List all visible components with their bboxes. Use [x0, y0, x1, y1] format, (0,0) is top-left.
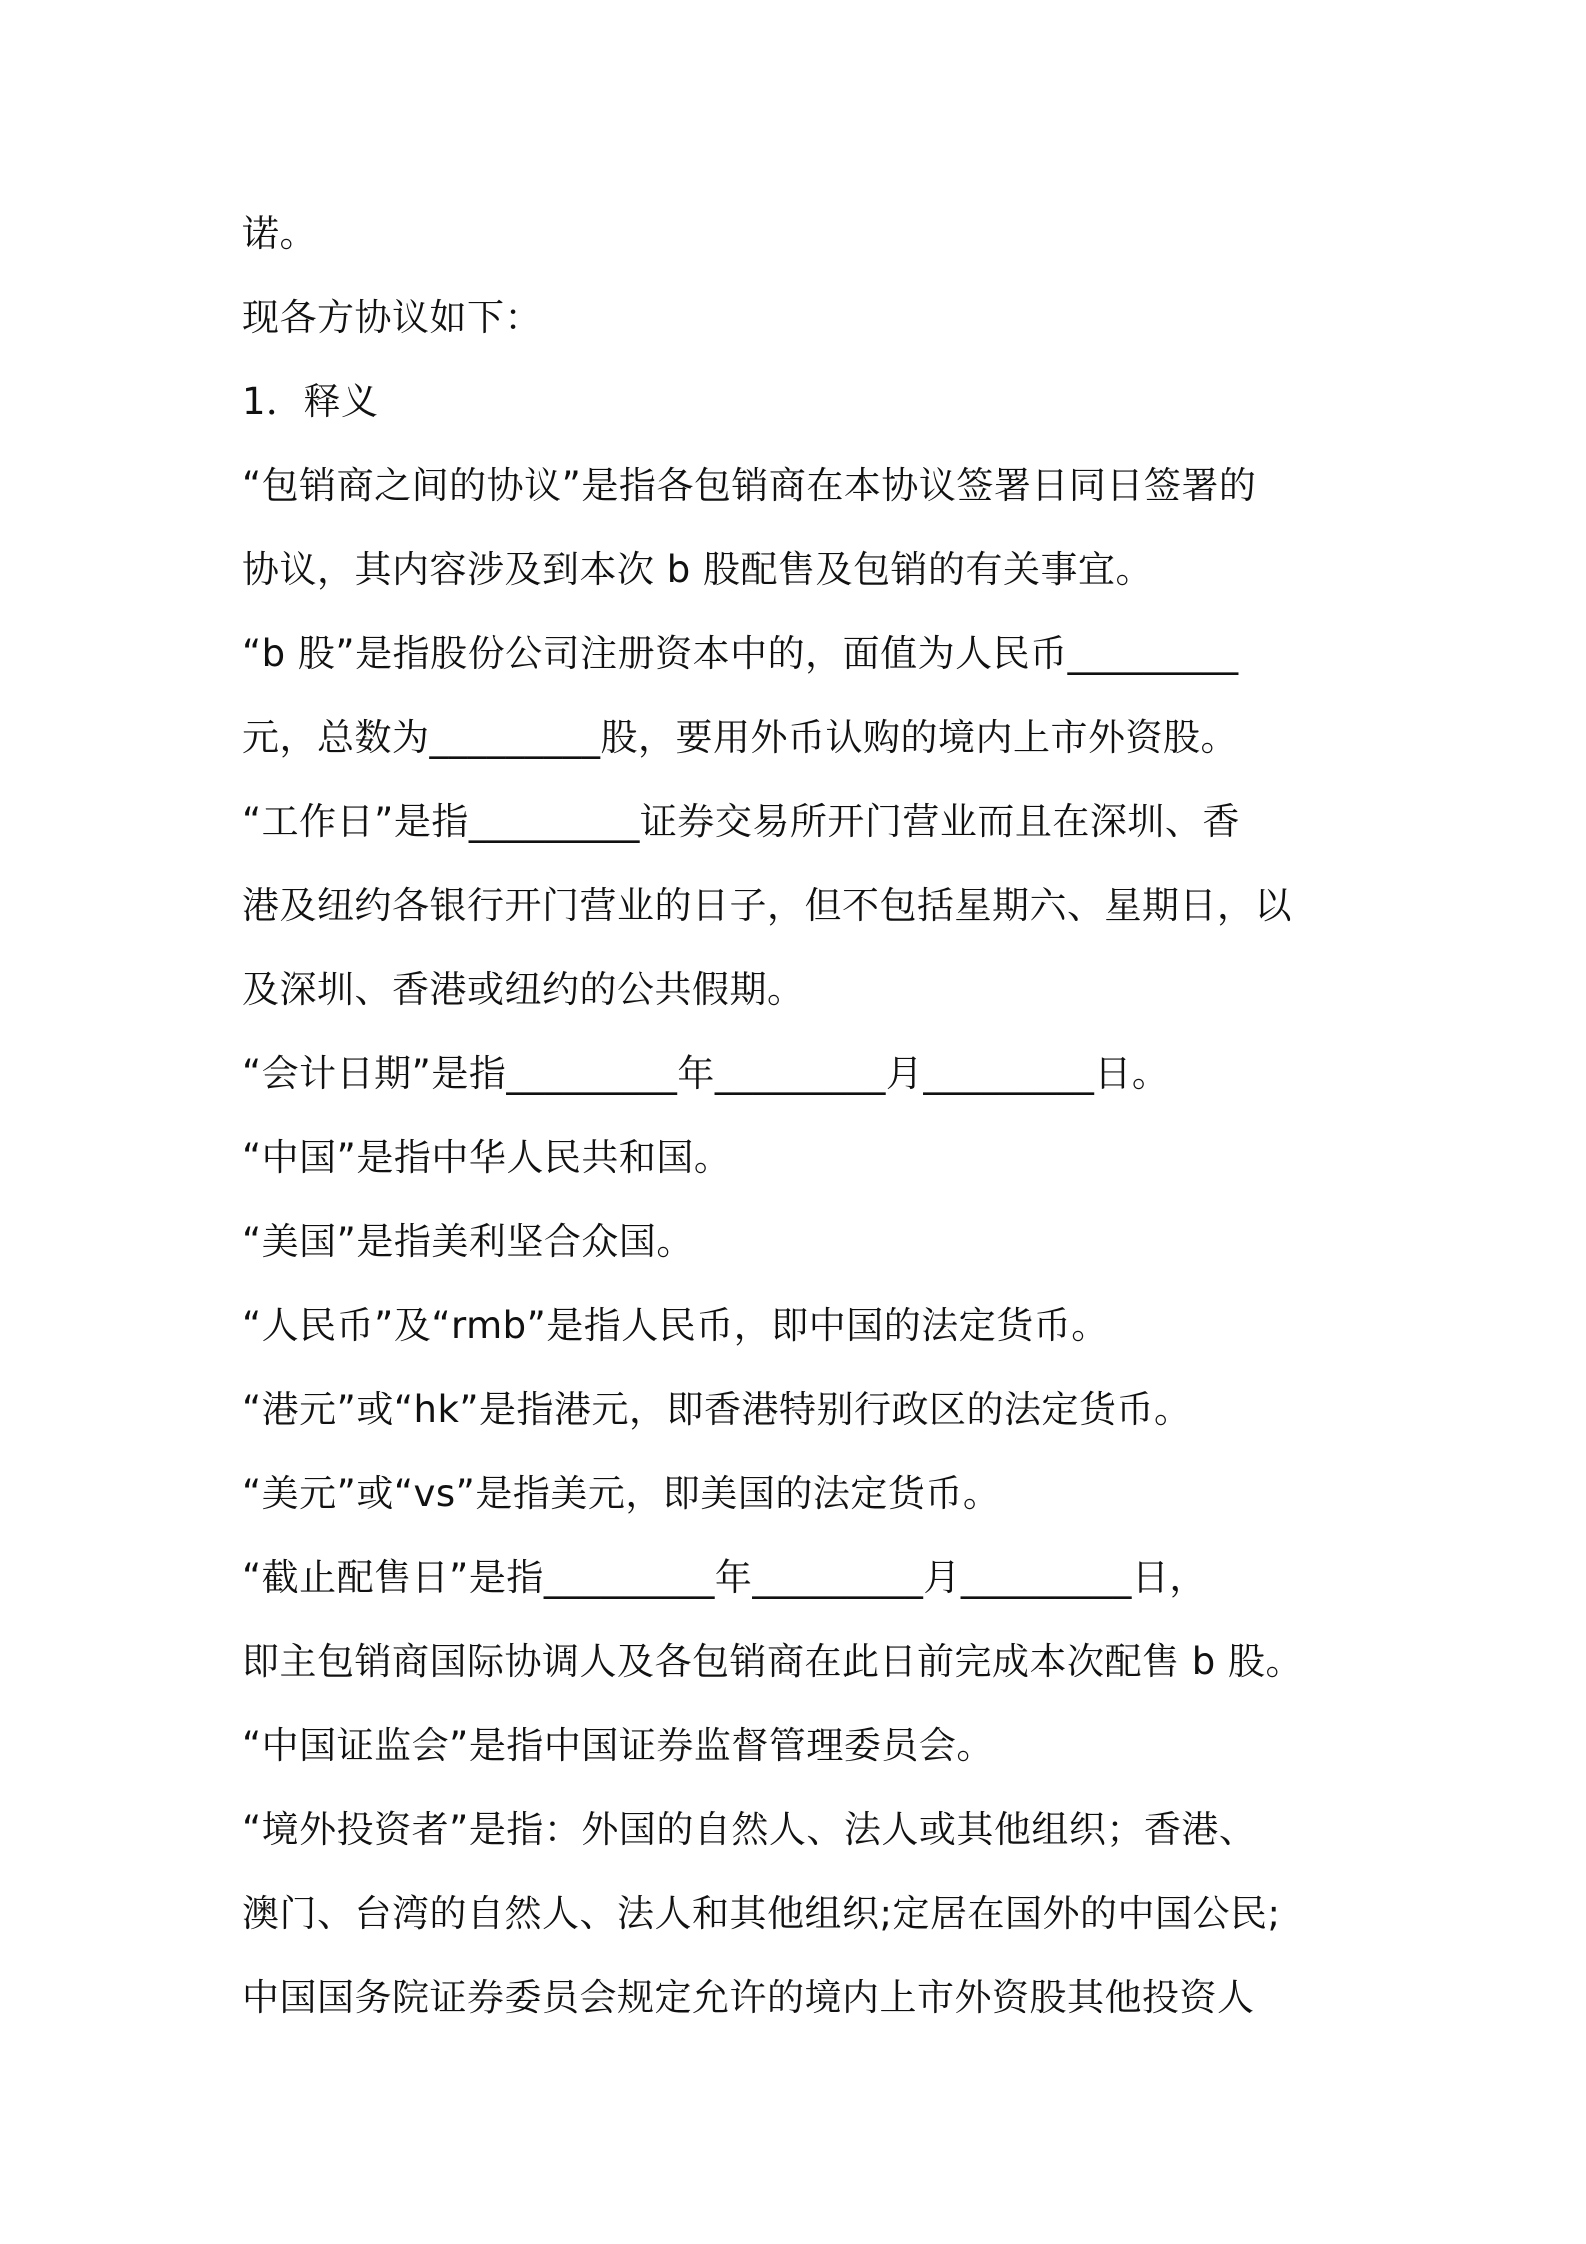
text-line: “截止配售日”是指_________年_________月_________日，	[242, 1556, 1207, 1599]
text-line: 中国国务院证券委员会规定允许的境内上市外资股其他投资人	[242, 1976, 1255, 2019]
text-line: “美国”是指美利坚合众国。	[242, 1220, 694, 1263]
text-line: “港元”或“hk”是指港元，即香港特别行政区的法定货币。	[242, 1388, 1192, 1431]
text-line: “会计日期”是指_________年_________月_________日。	[242, 1052, 1170, 1095]
text-line: “工作日”是指_________证券交易所开门营业而且在深圳、香	[242, 800, 1240, 843]
text-line: 现各方协议如下：	[242, 296, 542, 339]
text-line: “美元”或“vs”是指美元，即美国的法定货币。	[242, 1472, 1001, 1515]
document-body	[242, 192, 1362, 2040]
text-line: “包销商之间的协议”是指各包销商在本协议签署日同日签署的	[242, 464, 1257, 507]
text-line: 港及纽约各银行开门营业的日子，但不包括星期六、星期日，以	[242, 884, 1292, 927]
text-line: 澳门、台湾的自然人、法人和其他组织;定居在国外的中国公民;	[242, 1892, 1281, 1935]
text-line: “中国”是指中华人民共和国。	[242, 1136, 732, 1179]
text-line: 元，总数为_________股，要用外币认购的境内上市外资股。	[242, 716, 1238, 759]
text-line: “中国证监会”是指中国证券监督管理委员会。	[242, 1724, 994, 1767]
section-heading: 1．释义	[242, 380, 379, 423]
text-line: 即主包销商国际协调人及各包销商在此日前完成本次配售 b 股。	[242, 1640, 1304, 1683]
text-line: 诺。	[242, 212, 317, 255]
text-line: “境外投资者”是指：外国的自然人、法人或其他组织；香港、	[242, 1808, 1257, 1851]
text-line: “b 股”是指股份公司注册资本中的，面值为人民币_________	[242, 632, 1239, 675]
text-line: 协议，其内容涉及到本次 b 股配售及包销的有关事宜。	[242, 548, 1154, 591]
text-line: “人民币”及“rmb”是指人民币，即中国的法定货币。	[242, 1304, 1109, 1347]
text-line: 及深圳、香港或纽约的公共假期。	[242, 968, 805, 1011]
